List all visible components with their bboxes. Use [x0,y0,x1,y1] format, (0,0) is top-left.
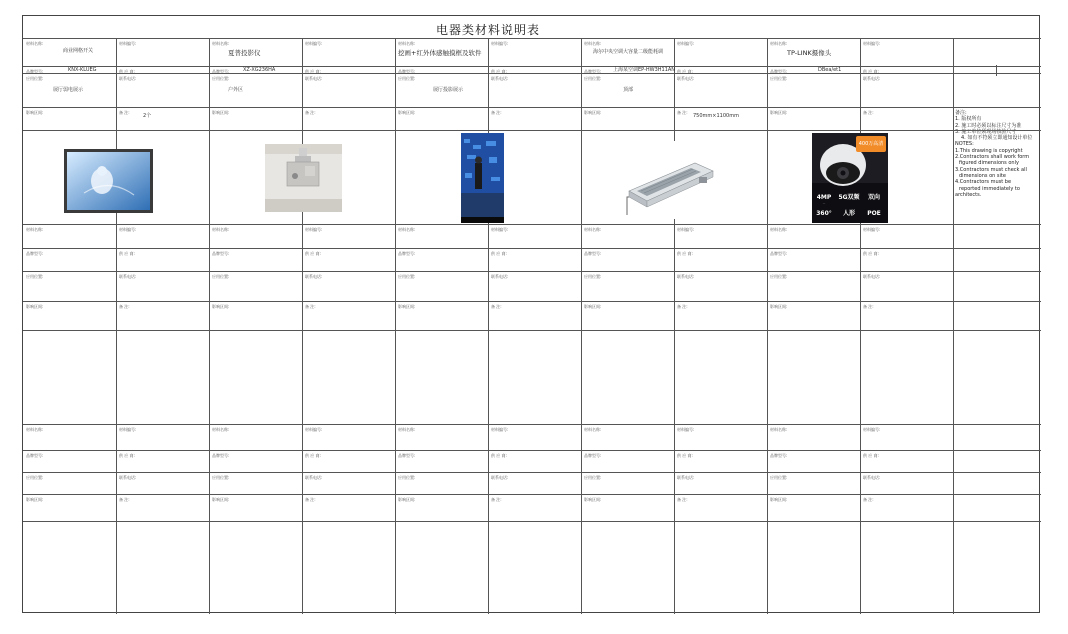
svg-text:5G双频: 5G双频 [838,194,860,201]
field-label-name-b1: 材料名称: [26,41,44,46]
field-label-remark-b3: 备 注: [305,497,316,502]
material-name-1: 商业网格开关 [63,48,94,54]
material-sheet [22,15,1040,613]
field-label-remark-b3: 备 注: [863,497,874,502]
field-label-location-b1: 应用位置: [584,76,602,81]
field-label-location-b1: 应用位置: [398,76,416,81]
note-line-3: 2. 施工时必须以标注尺寸为准 [955,122,1022,129]
field-label-remark-b2: 备 注: [677,304,688,309]
row-divider [23,494,1041,495]
field-label-area-b2: 影响区间: [770,304,788,309]
field-label-model-b2: 品牌型号: [584,251,602,256]
field-label-name-b3: 材料名称: [212,427,230,432]
field-label-model-b2: 品牌型号: [26,251,44,256]
field-label-code-b2: 材料编号: [305,227,323,232]
field-label-name-b1: 材料名称: [584,41,602,46]
field-label-area-b1: 影响区间: [770,110,788,115]
field-label-code-b3: 材料编号: [863,427,881,432]
row-divider [23,130,1041,131]
field-label-area-b2: 影响区间: [26,304,44,309]
field-label-supply-b2: 供 应 商: [119,251,135,256]
model-value-1: KNX-KLUEG [68,67,97,73]
column-divider [767,38,768,614]
field-label-area-b2: 影响区间: [398,304,416,309]
field-label-supply-b3: 供 应 商: [863,453,879,458]
field-label-model-b1: 品牌型号: [584,69,602,74]
camera-image [812,133,888,223]
material-name-4: 海尔中央空调大容量二级能耗调 [593,49,664,55]
field-label-supply-b2: 供 应 商: [305,251,321,256]
field-label-supply-b1: 供 应 商: [491,69,507,74]
row-divider [23,472,1041,473]
field-label-area-b1: 影响区间: [398,110,416,115]
note-line-11: dimensions on site [959,172,1006,179]
column-divider [953,38,954,614]
row-divider [23,450,1041,451]
field-label-location-b3: 应用位置: [26,475,44,480]
field-label-code-b3: 材料编号: [119,427,137,432]
projector-image [265,144,342,212]
field-label-model-b3: 品牌型号: [212,453,230,458]
sheet-title: 电器类材料说明表 [435,23,540,37]
field-label-contact-b2: 联系电话: [677,274,695,279]
field-label-remark-b2: 备 注: [305,304,316,309]
field-label-name-b3: 材料名称: [584,427,602,432]
field-label-contact-b3: 联系电话: [491,475,509,480]
svg-text:4MP: 4MP [816,194,832,201]
field-label-name-b3: 材料名称: [398,427,416,432]
air-conditioner-image [615,141,718,219]
column-divider [488,38,489,614]
note-line-10: 3.Contractors must check all [955,166,1027,173]
field-label-remark-b1: 备 注: [491,110,502,115]
field-label-name-b3: 材料名称: [770,427,788,432]
field-label-remark-b3: 备 注: [677,497,688,502]
field-label-model-b3: 品牌型号: [26,453,44,458]
field-label-supply-b2: 供 应 商: [677,251,693,256]
note-line-13: reported immediately to [959,185,1020,192]
field-label-contact-b2: 联系电话: [491,274,509,279]
row-divider [23,521,1041,522]
field-label-supply-b3: 供 应 商: [305,453,321,458]
field-label-location-b3: 应用位置: [770,475,788,480]
field-label-location-b2: 应用位置: [584,274,602,279]
model-value-2: XZ-XG236HA [243,67,276,73]
column-divider [581,38,582,614]
location-value-5: 顶部 [623,87,634,93]
field-label-area-b3: 影响区间: [770,497,788,502]
field-label-supply-b3: 供 应 商: [491,453,507,458]
model-value-4: 上海某空调EP-HW3H11AN [613,67,676,73]
field-label-name-b1: 材料名称: [398,41,416,46]
field-label-name-b2: 材料名称: [584,227,602,232]
field-label-area-b3: 影响区间: [398,497,416,502]
field-label-contact-b2: 联系电话: [305,274,323,279]
field-label-location-b3: 应用位置: [212,475,230,480]
row-divider [23,224,1041,225]
svg-text:双向: 双向 [867,194,881,201]
field-label-name-b1: 材料名称: [212,41,230,46]
field-label-model-b2: 品牌型号: [770,251,788,256]
field-label-area-b2: 影响区间: [212,304,230,309]
note-line-4: 3. 施工单位须现场核验尺寸 [955,128,1017,135]
field-label-supply-b1: 供 应 商: [863,69,879,74]
field-label-remark-b2: 备 注: [119,304,130,309]
field-label-remark-b2: 备 注: [863,304,874,309]
field-label-supply-b2: 供 应 商: [863,251,879,256]
field-label-area-b2: 影响区间: [584,304,602,309]
field-label-model-b3: 品牌型号: [584,453,602,458]
field-label-location-b1: 应用位置: [26,76,44,81]
field-label-code-b2: 材料编号: [491,227,509,232]
row-divider [23,424,1041,425]
field-label-contact-b2: 联系电话: [863,274,881,279]
row-divider [23,73,1041,74]
column-divider [674,38,675,614]
field-label-code-b1: 材料编号: [491,41,509,46]
row-divider [23,248,1041,249]
field-label-contact-b1: 联系电话: [119,76,137,81]
field-label-area-b3: 影响区间: [212,497,230,502]
field-label-area-b3: 影响区间: [26,497,44,502]
field-label-contact-b3: 联系电话: [863,475,881,480]
field-label-area-b1: 影响区间: [26,110,44,115]
field-label-contact-b1: 联系电话: [863,76,881,81]
field-label-contact-b3: 联系电话: [305,475,323,480]
column-divider [116,38,117,614]
note-line-7: 1.This drawing is copyright [955,147,1023,154]
field-label-supply-b1: 供 应 商: [119,69,135,74]
field-label-area-b1: 影响区间: [212,110,230,115]
row-divider [23,38,1041,39]
field-label-contact-b1: 联系电话: [491,76,509,81]
note-line-6: NOTES: [955,141,974,148]
note-line-14: architects. [955,191,982,198]
field-label-location-b1: 应用位置: [212,76,230,81]
svg-text:—: — [822,202,826,205]
field-label-model-b3: 品牌型号: [770,453,788,458]
field-label-code-b1: 材料编号: [119,41,137,46]
field-label-name-b2: 材料名称: [770,227,788,232]
field-label-supply-b3: 供 应 商: [677,453,693,458]
field-label-remark-b1: 备 注: [119,110,130,115]
field-label-contact-b3: 联系电话: [119,475,137,480]
display-screen-image [64,149,153,213]
field-label-location-b2: 应用位置: [398,274,416,279]
field-label-remark-b1: 备 注: [305,110,316,115]
field-label-model-b1: 品牌型号: [26,69,44,74]
field-label-name-b3: 材料名称: [26,427,44,432]
svg-text:400万高清: 400万高清 [858,141,884,147]
field-label-contact-b3: 联系电话: [677,475,695,480]
note-line-1: 备注: [955,110,967,116]
field-label-code-b3: 材料编号: [305,427,323,432]
note-line-9: figured dimensions only [959,160,1019,167]
field-label-supply-b1: 供 应 商: [305,69,321,74]
field-label-area-b1: 影响区间: [584,110,602,115]
field-label-location-b3: 应用位置: [584,475,602,480]
field-label-name-b2: 材料名称: [212,227,230,232]
field-label-model-b1: 品牌型号: [398,69,416,74]
material-name-2: 夏普投影仪 [228,49,261,57]
field-label-remark-b1: 备 注: [863,110,874,115]
field-label-name-b2: 材料名称: [26,227,44,232]
row-divider [23,271,1041,272]
row-divider [23,301,1041,302]
field-label-location-b3: 应用位置: [398,475,416,480]
location-value-1: 展厅弱电展示 [53,87,84,93]
material-name-3: 挖画+红外体感触摸框及软件 [398,49,482,57]
column-divider [860,38,861,614]
field-label-supply-b1: 供 应 商: [677,69,693,74]
field-label-code-b2: 材料编号: [119,227,137,232]
field-label-supply-b3: 供 应 商: [119,453,135,458]
location-value-3: 展厅投影展示 [433,87,464,93]
field-label-model-b2: 品牌型号: [398,251,416,256]
field-label-model-b1: 品牌型号: [212,69,230,74]
field-label-name-b1: 材料名称: [770,41,788,46]
material-name-5: TP-LINK摄像头 [787,49,832,57]
field-label-supply-b2: 供 应 商: [491,251,507,256]
note-line-8: 2.Contractors shall work form [955,154,1030,161]
field-label-contact-b2: 联系电话: [119,274,137,279]
field-label-remark-b3: 备 注: [491,497,502,502]
interactive-screen-image [461,133,504,223]
field-label-remark-b2: 备 注: [491,304,502,309]
column-divider [395,38,396,614]
field-label-contact-b1: 联系电话: [305,76,323,81]
field-label-model-b3: 品牌型号: [398,453,416,458]
field-label-model-b2: 品牌型号: [212,251,230,256]
remark-value-1: 2个 [143,113,152,119]
field-label-code-b2: 材料编号: [677,227,695,232]
svg-text:360°: 360° [816,210,832,217]
field-label-code-b1: 材料编号: [863,41,881,46]
field-label-code-b2: 材料编号: [863,227,881,232]
field-label-contact-b1: 联系电话: [677,76,695,81]
field-label-area-b3: 影响区间: [584,497,602,502]
field-label-location-b2: 应用位置: [212,274,230,279]
field-label-remark-b3: 备 注: [119,497,130,502]
field-label-location-b2: 应用位置: [26,274,44,279]
field-label-location-b2: 应用位置: [770,274,788,279]
note-line-2: 1. 版权所有 [955,116,982,123]
svg-text:POE: POE [867,210,881,217]
remark-value-4: 750mm×1100mm [693,113,739,119]
note-line-5: 4. 如有不符须立即通知设计单位 [961,135,1033,142]
svg-text:人形: 人形 [842,210,856,217]
location-value-2: 户外区 [228,87,244,93]
field-label-location-b1: 应用位置: [770,76,788,81]
note-line-12: 4.Contractors must be [955,179,1012,186]
field-label-code-b3: 材料编号: [491,427,509,432]
field-label-code-b1: 材料编号: [305,41,323,46]
column-divider [209,38,210,614]
field-label-code-b3: 材料编号: [677,427,695,432]
field-label-model-b1: 品牌型号: [770,69,788,74]
column-divider [302,38,303,614]
row-divider [23,330,1041,331]
field-label-code-b1: 材料编号: [677,41,695,46]
notes-panel [955,110,1041,198]
marker-tick [996,65,997,76]
field-label-name-b2: 材料名称: [398,227,416,232]
model-value-5: DBea/et1 [818,67,842,73]
row-divider [23,107,1041,108]
row-divider [23,66,1041,67]
field-label-remark-b1: 备 注: [677,110,688,115]
